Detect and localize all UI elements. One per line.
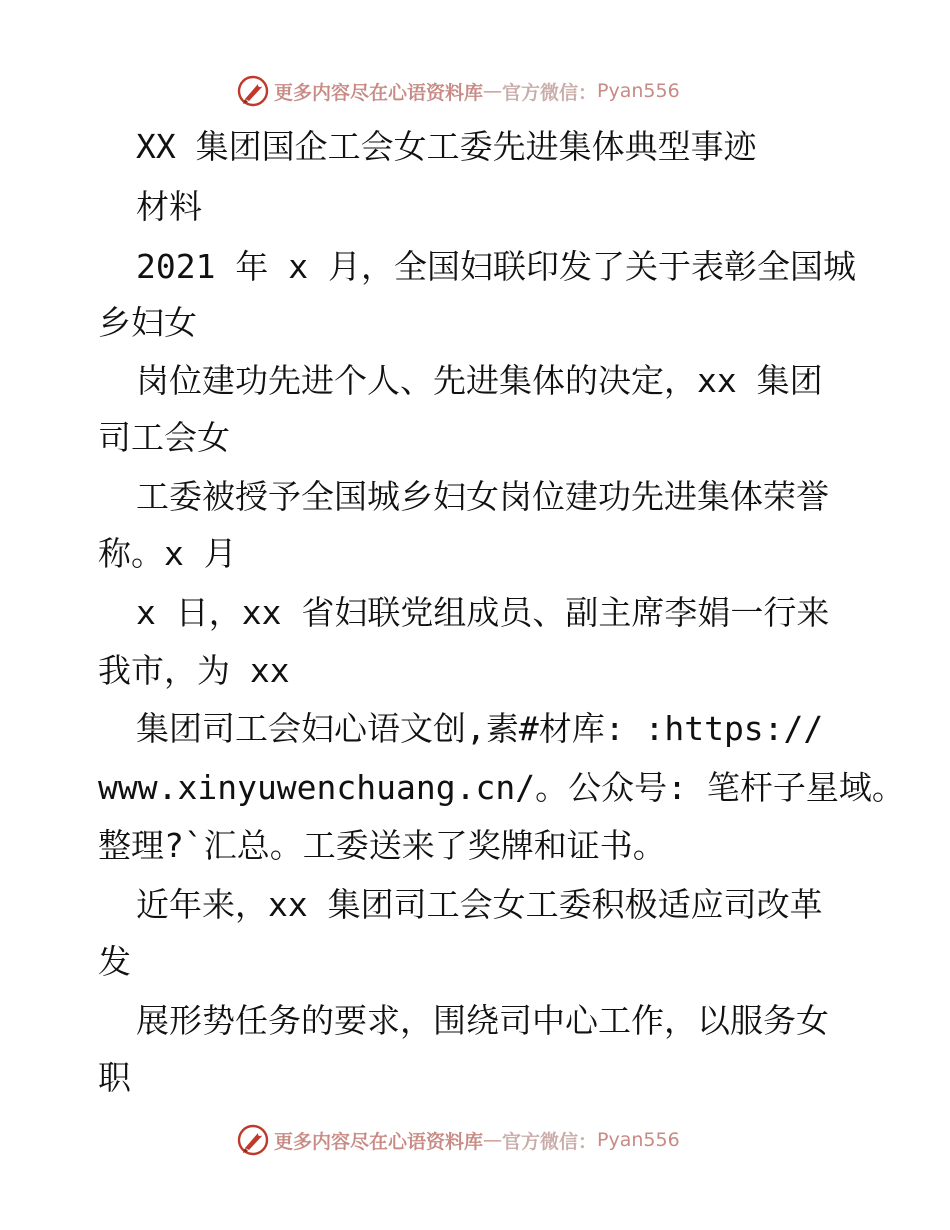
text-line — [0, 934, 950, 990]
watermark-main-text: 更多内容尽在心语资料库 — [274, 1130, 484, 1153]
watermark-wechat-label: 官方微信： — [502, 1130, 598, 1153]
text-line — [0, 1050, 950, 1106]
text-line — [0, 760, 950, 816]
line-text: 材料 — [136, 187, 202, 226]
text-line — [0, 643, 950, 699]
watermark-dash: — — [483, 1129, 503, 1151]
text-line — [0, 585, 950, 641]
line-text: 集团司工会妇心语文创,素#材库: :https:// — [136, 709, 824, 748]
text-line — [0, 353, 950, 409]
watermark-wechat-id: Pyan556 — [597, 1129, 680, 1151]
footer-watermark — [236, 1122, 680, 1158]
line-text: www.xinyuwenchuang.cn/。公众号: 笔杆子星域。 — [98, 768, 905, 807]
text-line — [0, 993, 950, 1049]
text-line — [0, 469, 950, 525]
line-text: 工委被授予全国城乡妇女岗位建功先进集体荣誉 — [136, 477, 829, 516]
text-line — [0, 526, 950, 582]
text-line — [0, 410, 950, 466]
text-line — [0, 701, 950, 757]
watermark-main-text: 更多内容尽在心语资料库 — [274, 81, 484, 104]
line-text: 发 — [98, 942, 131, 981]
text-line — [0, 239, 950, 295]
header-watermark — [236, 73, 680, 109]
line-text: 展形势任务的要求，围绕司中心工作，以服务女 — [136, 1001, 829, 1040]
line-text: x 日，xx 省妇联党组成员、副主席李娟一行来 — [136, 593, 830, 632]
text-line — [0, 877, 950, 933]
line-text: 乡妇女 — [98, 303, 197, 342]
pen-logo-icon — [236, 74, 270, 108]
line-text: 司工会女 — [98, 418, 230, 457]
text-line — [0, 179, 950, 235]
line-text: XX 集团国企工会女工委先进集体典型事迹 — [136, 127, 757, 166]
watermark-dash: — — [483, 80, 503, 102]
line-text: 我市，为 xx — [98, 651, 290, 690]
line-text: 职 — [98, 1058, 131, 1097]
pen-logo-icon — [236, 1123, 270, 1157]
text-line — [0, 295, 950, 351]
line-text: 岗位建功先进个人、先进集体的决定，xx 集团 — [136, 361, 823, 400]
text-line — [0, 818, 950, 874]
line-text: 2021 年 x 月，全国妇联印发了关于表彰全国城 — [136, 247, 856, 286]
line-text: 整理?`汇总。工委送来了奖牌和证书。 — [98, 826, 666, 865]
watermark-wechat-label: 官方微信： — [502, 81, 598, 104]
line-text: 称。x 月 — [98, 534, 237, 573]
line-text: 近年来，xx 集团司工会女工委积极适应司改革 — [136, 885, 823, 924]
watermark-wechat-id: Pyan556 — [597, 80, 680, 102]
text-line — [0, 119, 950, 175]
